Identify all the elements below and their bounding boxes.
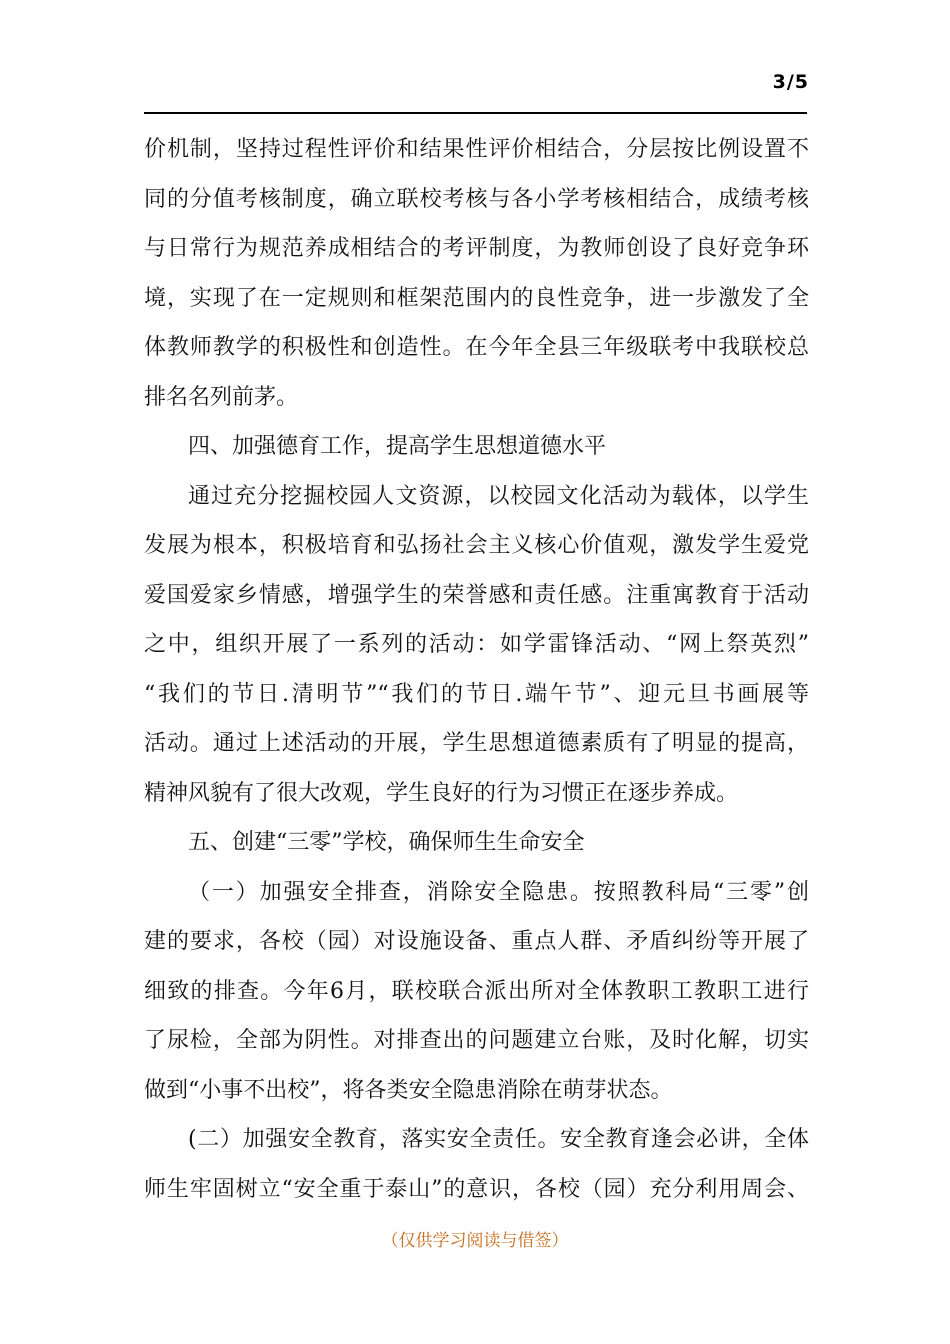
body-line: 与日常行为规范养成相结合的考评制度，为教师创设了良好竞争环 [144,236,809,261]
body-line: （一）加强安全排查，消除安全隐患。按照教科局“三零”创 [188,879,809,905]
section-heading: 五、创建“三零”学校，确保师生生命安全 [188,830,585,855]
body-line: 之中，组织开展了一系列的活动：如学雷锋活动、“网上祭英烈” [144,632,809,657]
body-line: 做到“小事不出校”，将各类安全隐患消除在萌芽状态。 [144,1077,673,1103]
body-line: 建的要求，各校（园）对设施设备、重点人群、矛盾纠纷等开展了 [144,929,809,954]
body-line: 价机制，坚持过程性评价和结果性评价相结合，分层按比例设置不 [144,137,809,162]
document-body [144,125,809,1214]
body-line: 境，实现了在一定规则和框架范围内的良性竞争，进一步激发了全 [144,285,809,311]
body-line: 精神风貌有了很大改观，学生良好的行为习惯正在逐步养成。 [144,780,739,806]
body-line: 通过充分挖掘校园人文资源，以校园文化活动为载体，以学生 [188,483,809,509]
footer-note: （仅供学习阅读与借签） [381,1231,569,1251]
body-line: “我们的节日.清明节”“我们的节日.端午节”、迎元旦书画展等 [144,681,809,707]
body-line: 同的分值考核制度，确立联校考核与各小学考核相结合，成绩考核 [144,186,809,212]
body-line: 活动。通过上述活动的开展，学生思想道德素质有了明显的提高， [144,731,809,756]
body-line: 细致的排查。今年6月，联校联合派出所对全体教职工教职工进行 [144,978,809,1004]
body-line: 排名名列前茅。 [144,384,299,410]
body-line: (二）加强安全教育，落实安全责任。安全教育逢会必讲，全体 [188,1127,809,1152]
body-line: 了尿检，全部为阴性。对排查出的问题建立台账，及时化解，切实 [144,1028,809,1053]
page-number: 3/5 [772,71,809,93]
section-heading: 四、加强德育工作，提高学生思想道德水平 [188,434,607,459]
body-line: 发展为根本，积极培育和弘扬社会主义核心价值观，激发学生爱党 [144,533,809,558]
body-line: 体教师教学的积极性和创造性。在今年全县三年级联考中我联校总 [144,335,809,360]
body-line: 师生牢固树立“安全重于泰山”的意识，各校（园）充分利用周会、 [144,1176,809,1202]
body-line: 爱国爱家乡情感，增强学生的荣誉感和责任感。注重寓教育于活动 [144,582,809,608]
header-divider [144,112,807,114]
